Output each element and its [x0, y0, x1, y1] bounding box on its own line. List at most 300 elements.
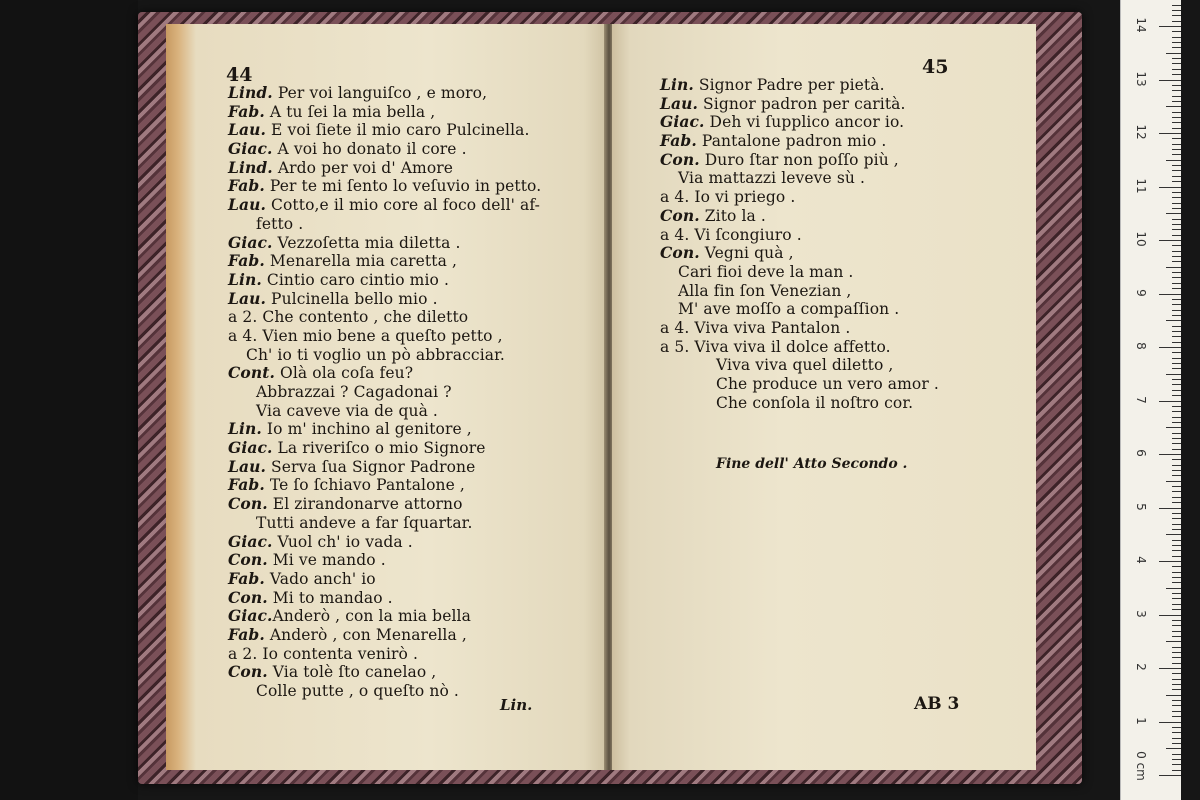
left-page: [166, 24, 606, 770]
ruler-tick: [1172, 229, 1181, 230]
left-page-line: [228, 476, 541, 495]
ruler-tick: [1172, 261, 1181, 262]
ruler-tick: [1172, 251, 1181, 252]
verse-text: Menarella mia caretta ,: [264, 252, 457, 271]
ruler-tick: [1159, 401, 1181, 402]
ruler-tick: [1172, 524, 1181, 525]
left-page-line: [228, 215, 541, 234]
ruler-tick: [1172, 342, 1181, 343]
right-page-line: [660, 375, 939, 394]
verse-text: La riveriſco o mio Signore: [272, 439, 486, 458]
ruler-tick: [1172, 112, 1181, 113]
ruler-number: 2: [1134, 663, 1148, 671]
ruler-tick: [1166, 695, 1181, 696]
verse-text: Vado anch' io: [264, 569, 376, 588]
speaker-label: Con.: [660, 149, 700, 169]
speaker-label: Lin.: [228, 269, 262, 289]
ruler-tick: [1166, 427, 1181, 428]
right-page-line: [660, 132, 939, 151]
ruler-tick: [1172, 288, 1181, 289]
ruler-tick: [1159, 80, 1181, 81]
right-page-line: [660, 282, 939, 301]
left-page-line: [228, 140, 541, 159]
right-page-text: [660, 76, 939, 412]
ruler-tick: [1172, 47, 1181, 48]
ruler-tick: [1172, 449, 1181, 450]
left-page-text: [228, 84, 541, 701]
ruler-tick: [1172, 224, 1181, 225]
ruler-tick: [1172, 684, 1181, 685]
ruler-number: 7: [1134, 395, 1148, 404]
ruler-tick: [1172, 358, 1181, 359]
left-page-line: [228, 663, 541, 682]
left-page-line: [228, 364, 541, 383]
verse-text: Deh vi ſupplico ancor io.: [704, 113, 905, 132]
left-page-line: [228, 327, 541, 346]
verse-text: Tutti andeve a far ſquartar.: [256, 513, 473, 532]
verse-text: Vezzoſetta mia diletta .: [272, 233, 461, 252]
ruler-tick: [1172, 277, 1181, 278]
verse-text: a 5. Viva viva il dolce affetto.: [660, 337, 891, 356]
verse-text: Che produce un vero amor .: [716, 375, 939, 393]
verse-text: Per voi languiſco , e moro,: [272, 84, 488, 102]
ruler-tick: [1172, 176, 1181, 177]
verse-text: Serva ſua Signor Padrone: [266, 457, 476, 476]
ruler-tick: [1172, 700, 1181, 701]
left-page-line: [228, 103, 541, 122]
left-page-line: [228, 196, 541, 215]
ruler-tick: [1172, 433, 1181, 434]
ruler-tick: [1172, 754, 1181, 755]
speaker-label: Giac.: [660, 112, 705, 132]
ruler-tick: [1172, 96, 1181, 97]
verse-text: Anderò , con la mia bella: [272, 607, 471, 626]
ruler-tick: [1159, 722, 1181, 723]
ruler-tick: [1159, 775, 1181, 776]
speaker-label: Fab.: [228, 475, 265, 495]
verse-text: Cotto,e il mio core al foco dell' af-: [266, 196, 541, 215]
right-page-number: 45: [922, 56, 949, 78]
ruler-tick: [1172, 679, 1181, 680]
verse-text: Mi to mandao .: [267, 588, 393, 607]
speaker-label: Cont.: [228, 363, 275, 383]
speaker-label: Con.: [660, 243, 700, 263]
ruler-tick: [1172, 101, 1181, 102]
ruler-tick: [1166, 374, 1181, 375]
verse-text: Che conſola il noſtro cor.: [716, 393, 914, 412]
left-page-line: [228, 682, 541, 701]
ruler-tick: [1172, 283, 1181, 284]
ruler-tick: [1159, 561, 1181, 562]
verse-text: Per te mi ſento lo veſuvio in petto.: [264, 177, 542, 196]
left-page-line: [228, 121, 541, 140]
verse-text: a 4. Vien mio bene a queſto petto ,: [228, 326, 503, 345]
ruler-tick: [1172, 631, 1181, 632]
speaker-label: Lau.: [228, 456, 267, 476]
ruler-tick: [1172, 219, 1181, 220]
verse-text: Vegni quà ,: [699, 244, 794, 263]
ruler-tick: [1172, 502, 1181, 503]
verse-text: Cintio caro cintio mio .: [261, 270, 450, 289]
ruler-tick: [1172, 15, 1181, 16]
ruler-tick: [1159, 615, 1181, 616]
ruler-tick: [1172, 315, 1181, 316]
verse-text: Io m' inchino al genitore ,: [261, 420, 472, 439]
verse-text: Duro ſtar non poſſo più ,: [699, 150, 899, 169]
ruler-tick: [1166, 53, 1181, 54]
verse-text: Vuol ch' io vada .: [272, 532, 413, 551]
ruler-tick: [1172, 5, 1181, 6]
ruler-tick: [1172, 352, 1181, 353]
ruler-number: 5: [1134, 502, 1148, 511]
ruler-tick: [1172, 529, 1181, 530]
ruler-tick: [1172, 395, 1181, 396]
ruler-tick: [1172, 438, 1181, 439]
ruler-tick: [1172, 759, 1181, 760]
ruler-tick: [1172, 272, 1181, 273]
right-page-line: [660, 394, 939, 413]
left-page-line: [228, 383, 541, 402]
ruler-tick: [1172, 170, 1181, 171]
left-page-line: [228, 346, 541, 365]
ruler-tick: [1172, 154, 1181, 155]
ruler-tick: [1172, 727, 1181, 728]
left-page-line: [228, 271, 541, 290]
ruler-tick: [1172, 390, 1181, 391]
right-page-line: [660, 356, 939, 375]
verse-text: Abbrazzai ? Cagadonai ?: [256, 383, 452, 401]
ruler-tick: [1172, 513, 1181, 514]
ruler-tick: [1172, 74, 1181, 75]
ruler-tick: [1159, 187, 1181, 188]
speaker-label: Giac.: [228, 531, 273, 551]
ruler-number: 4: [1134, 556, 1148, 564]
ruler-tick: [1172, 566, 1181, 567]
right-page-line: [660, 319, 939, 338]
right-page-line: [660, 188, 939, 207]
ruler-tick: [1172, 689, 1181, 690]
ruler-number: 9: [1134, 288, 1148, 297]
left-page-line: [228, 645, 541, 664]
ruler-tick: [1172, 593, 1181, 594]
background-left: [0, 0, 138, 800]
ruler-tick: [1172, 208, 1181, 209]
verse-text: Colle putte , o queſto nò .: [256, 682, 459, 700]
ruler-tick: [1172, 540, 1181, 541]
signature-mark: AB 3: [914, 694, 960, 714]
ruler-tick: [1172, 609, 1181, 610]
ruler-number: 6: [1134, 449, 1148, 457]
ruler-tick: [1172, 31, 1181, 32]
ruler-tick: [1172, 657, 1181, 658]
left-page-number: 44: [226, 64, 253, 86]
ruler-tick: [1172, 144, 1181, 145]
right-page-line: [660, 76, 939, 95]
ruler-tick: [1172, 304, 1181, 305]
verse-text: a 2. Io contenta venirò .: [228, 644, 419, 663]
left-page-line: [228, 159, 541, 178]
right-page-line: [660, 151, 939, 170]
ruler-tick: [1172, 331, 1181, 332]
speaker-label: Con.: [660, 205, 700, 225]
ruler-tick: [1172, 326, 1181, 327]
measuring-ruler: [1120, 0, 1181, 800]
verse-text: Via caveve via de quà .: [256, 401, 438, 420]
ruler-tick: [1172, 117, 1181, 118]
ruler-tick: [1172, 128, 1181, 129]
ruler-tick: [1172, 384, 1181, 385]
speaker-label: Con.: [228, 494, 268, 514]
ruler-tick: [1172, 192, 1181, 193]
verse-text: a 4. Vi ſcongiuro .: [660, 225, 802, 244]
ruler-tick: [1172, 422, 1181, 423]
right-page-line: [660, 95, 939, 114]
left-page-line: [228, 495, 541, 514]
speaker-label: Lau.: [660, 93, 699, 113]
ruler-tick: [1172, 63, 1181, 64]
ruler-number: 12: [1134, 124, 1148, 140]
verse-text: Signor Padre per pietà.: [693, 76, 885, 94]
left-page-line: [228, 570, 541, 589]
verse-text: Ardo per voi d' Amore: [272, 158, 454, 177]
ruler-number: 8: [1134, 342, 1148, 350]
verse-text: Zito la .: [699, 206, 766, 225]
ruler-tick: [1159, 133, 1181, 134]
verse-text: Viva viva quel diletto ,: [716, 356, 894, 375]
ruler-number: 1: [1134, 716, 1148, 725]
ruler-tick: [1172, 518, 1181, 519]
speaker-label: Fab.: [228, 624, 265, 644]
ruler-number: 3: [1134, 609, 1148, 618]
ruler-tick: [1172, 197, 1181, 198]
ruler-tick: [1172, 550, 1181, 551]
ruler-tick: [1172, 138, 1181, 139]
speaker-label: Fab.: [228, 251, 265, 271]
ruler-tick: [1172, 652, 1181, 653]
speaker-label: Fab.: [228, 101, 265, 121]
verse-text: Anderò , con Menarella ,: [264, 625, 467, 644]
ruler-tick: [1172, 711, 1181, 712]
ruler-tick: [1166, 481, 1181, 482]
ruler-tick: [1172, 149, 1181, 150]
ruler-tick: [1172, 620, 1181, 621]
ruler-tick: [1172, 299, 1181, 300]
left-page-line: [228, 589, 541, 608]
ruler-tick: [1172, 470, 1181, 471]
left-page-line: [228, 308, 541, 327]
ruler-tick: [1159, 240, 1181, 241]
ruler-tick: [1172, 598, 1181, 599]
ruler-tick: [1172, 582, 1181, 583]
ruler-tick: [1166, 320, 1181, 321]
ruler-tick: [1159, 508, 1181, 509]
ruler-tick: [1172, 203, 1181, 204]
ruler-tick: [1166, 160, 1181, 161]
ruler-tick: [1172, 90, 1181, 91]
verse-text: Pantalone padron mio .: [696, 132, 887, 151]
ruler-tick: [1172, 577, 1181, 578]
ruler-number: 11: [1134, 177, 1148, 194]
ruler-tick: [1172, 459, 1181, 460]
ruler-tick: [1166, 213, 1181, 214]
speaker-label: Con.: [228, 550, 268, 570]
verse-text: A tu ſei la mia bella ,: [264, 102, 436, 121]
ruler-tick: [1172, 363, 1181, 364]
left-page-line: [228, 402, 541, 421]
verse-text: fetto .: [256, 214, 304, 233]
ruler-tick: [1172, 21, 1181, 22]
speaker-label: Fab.: [660, 131, 697, 151]
verse-text: a 4. Io vi priego .: [660, 188, 796, 207]
speaker-label: Con.: [228, 662, 268, 682]
ruler-tick: [1172, 417, 1181, 418]
ruler-number: 13: [1134, 70, 1148, 87]
ruler-tick: [1172, 235, 1181, 236]
right-page-line: [660, 226, 939, 245]
ruler-tick: [1172, 636, 1181, 637]
verse-text: Pulcinella bello mio .: [266, 289, 438, 308]
ruler-tick: [1172, 545, 1181, 546]
speaker-label: Con.: [228, 587, 268, 607]
ruler-number: 14: [1134, 17, 1148, 33]
speaker-label: Giac.: [228, 438, 273, 458]
ruler-tick: [1172, 256, 1181, 257]
ruler-tick: [1172, 181, 1181, 182]
right-page-line: [660, 113, 939, 132]
ruler-tick: [1166, 641, 1181, 642]
verse-text: Via tolè ſto canelao ,: [267, 663, 437, 682]
ruler-tick: [1172, 743, 1181, 744]
speaker-label: Lin.: [660, 75, 694, 94]
ruler-tick: [1172, 673, 1181, 674]
ruler-tick: [1172, 85, 1181, 86]
speaker-label: Lin.: [228, 419, 262, 439]
left-page-line: [228, 234, 541, 253]
ruler-tick: [1172, 165, 1181, 166]
verse-text: Te ſo ſchiavo Pantalone ,: [264, 476, 465, 495]
left-page-line: [228, 439, 541, 458]
ruler-tick: [1166, 588, 1181, 589]
ruler-tick: [1172, 764, 1181, 765]
ruler-tick: [1166, 267, 1181, 268]
ruler-number: 0 cm: [1134, 751, 1148, 781]
ruler-number: 10: [1134, 231, 1148, 247]
ruler-tick: [1172, 10, 1181, 11]
speaker-label: Lau.: [228, 195, 267, 215]
left-page-line: [228, 420, 541, 439]
ruler-tick: [1172, 475, 1181, 476]
speaker-label: Giac.: [228, 606, 273, 626]
ruler-tick: [1159, 347, 1181, 348]
verse-text: E voi ſiete il mio caro Pulcinella.: [266, 121, 530, 140]
left-page-line: [228, 290, 541, 309]
ruler-tick: [1172, 406, 1181, 407]
verse-text: Olà ola coſa feu?: [275, 364, 414, 383]
left-page-line: [228, 514, 541, 533]
verse-text: Via mattazzi leveve sù .: [678, 169, 866, 188]
right-page-line: [660, 263, 939, 282]
ruler-tick: [1159, 294, 1181, 295]
ruler-tick: [1172, 310, 1181, 311]
right-page-line: [660, 300, 939, 319]
right-page-line: [660, 244, 939, 263]
verse-text: Ch' io ti voglio un pò abbracciar.: [246, 345, 505, 364]
verse-text: a 2. Che contento , che diletto: [228, 308, 469, 327]
verse-text: Mi ve mando .: [267, 551, 386, 570]
ruler-tick: [1166, 534, 1181, 535]
left-page-line: [228, 533, 541, 552]
speaker-label: Lind.: [228, 157, 273, 177]
ruler-tick: [1172, 556, 1181, 557]
ruler-tick: [1172, 663, 1181, 664]
ruler-tick: [1159, 26, 1181, 27]
speaker-label: Fab.: [228, 568, 265, 588]
ruler-tick: [1172, 716, 1181, 717]
ruler-tick: [1172, 368, 1181, 369]
ruler-tick: [1172, 705, 1181, 706]
left-page-line: [228, 177, 541, 196]
left-page-line: [228, 607, 541, 626]
verse-text: M' ave moſſo a compaſſion .: [678, 300, 900, 319]
ruler-tick: [1172, 647, 1181, 648]
speaker-label: Lind.: [228, 83, 273, 102]
verse-text: a 4. Viva viva Pantalon .: [660, 318, 851, 337]
ruler-tick: [1166, 106, 1181, 107]
ruler-tick: [1166, 748, 1181, 749]
speaker-label: Giac.: [228, 139, 273, 159]
act-end-note: Fine dell' Atto Secondo .: [716, 456, 908, 472]
ruler-tick: [1159, 668, 1181, 669]
speaker-label: Fab.: [228, 176, 265, 196]
right-page-line: [660, 169, 939, 188]
ruler-tick: [1172, 738, 1181, 739]
left-page-line: [228, 551, 541, 570]
ruler-tick: [1172, 379, 1181, 380]
ruler-tick: [1172, 443, 1181, 444]
ruler-tick: [1172, 497, 1181, 498]
left-page-line: [228, 626, 541, 645]
catchword: Lin.: [500, 696, 533, 714]
ruler-tick: [1172, 245, 1181, 246]
left-page-line: [228, 458, 541, 477]
right-page-line: [660, 338, 939, 357]
verse-text: Cari fioi deve la man .: [678, 262, 854, 281]
ruler-tick: [1172, 625, 1181, 626]
verse-text: El zirandonarve attorno: [267, 495, 463, 514]
speaker-label: Lau.: [228, 288, 267, 308]
ruler-tick: [1172, 572, 1181, 573]
ruler-tick: [1172, 336, 1181, 337]
left-page-line: [228, 84, 541, 103]
verse-text: Alla fin ſon Venezian ,: [678, 281, 852, 300]
speaker-label: Giac.: [228, 232, 273, 252]
ruler-tick: [1172, 486, 1181, 487]
ruler-tick: [1172, 491, 1181, 492]
right-page-line: [660, 207, 939, 226]
verse-text: A voi ho donato il core .: [272, 140, 467, 159]
ruler-tick: [1172, 69, 1181, 70]
ruler-tick: [1172, 37, 1181, 38]
ruler-tick: [1172, 604, 1181, 605]
ruler-tick: [1172, 770, 1181, 771]
right-page: [612, 24, 1036, 770]
left-page-line: [228, 252, 541, 271]
ruler-tick: [1172, 42, 1181, 43]
ruler-tick: [1172, 732, 1181, 733]
speaker-label: Lau.: [228, 120, 267, 140]
ruler-tick: [1172, 411, 1181, 412]
verse-text: Signor padron per carità.: [698, 94, 906, 113]
